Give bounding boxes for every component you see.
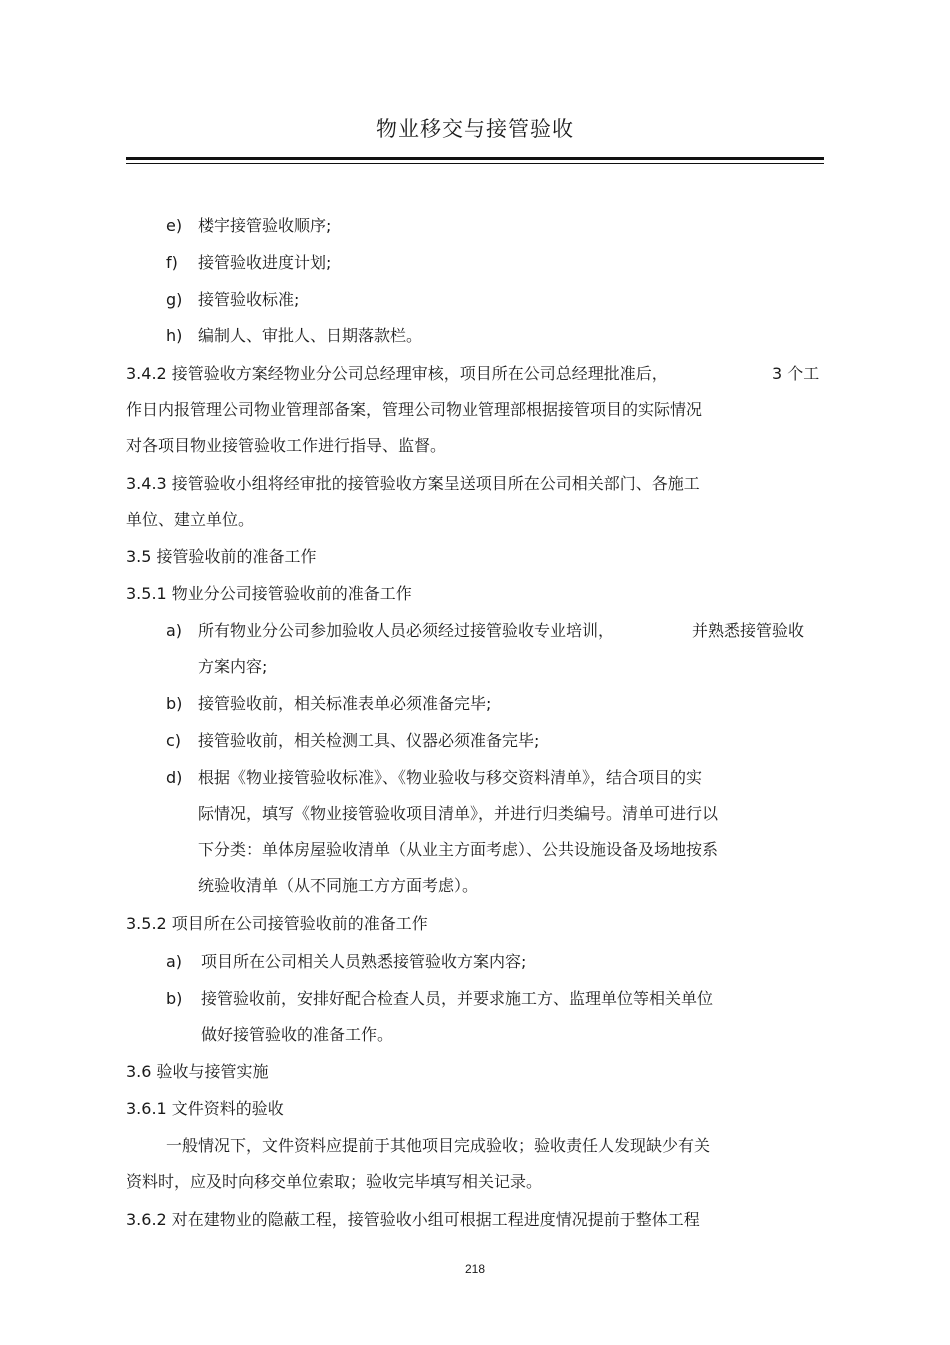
paragraph-line: 单位、建立单位。 — [126, 510, 255, 529]
list-item: 际情况，填写《物业接管验收项目清单》，并进行归类编号。清单可进行以 — [198, 804, 719, 823]
list-marker: d) — [166, 768, 183, 787]
paragraph-line: 3.4.2 接管验收方案经物业分公司总经理审核，项目所在公司总经理批准后， — [126, 364, 668, 383]
section-heading: 3.6.1 文件资料的验收 — [126, 1099, 284, 1118]
list-item: 下分类：单体房屋验收清单（从业主方面考虑）、公共设施设备及场地按系 — [198, 840, 719, 859]
list-marker: b) — [166, 989, 183, 1008]
list-item: 接管验收进度计划; — [198, 253, 332, 272]
list-item: 接管验收标准; — [198, 290, 300, 309]
section-heading: 3.5 接管验收前的准备工作 — [126, 547, 317, 566]
list-marker: f) — [166, 253, 178, 272]
paragraph-line: 对各项目物业接管验收工作进行指导、监督。 — [126, 436, 447, 455]
list-item: 项目所在公司相关人员熟悉接管验收方案内容; — [201, 952, 527, 971]
list-marker: h) — [166, 326, 183, 345]
section-heading: 3.5.2 项目所在公司接管验收前的准备工作 — [126, 914, 428, 933]
list-item: 楼宇接管验收顺序; — [198, 216, 332, 235]
list-marker: a) — [166, 952, 183, 971]
section-heading: 3.5.1 物业分公司接管验收前的准备工作 — [126, 584, 412, 603]
list-item: 所有物业分公司参加验收人员必须经过接管验收专业培训， — [198, 621, 615, 640]
list-item: 接管验收前，安排好配合检查人员，并要求施工方、监理单位等相关单位 — [201, 989, 714, 1008]
paragraph-line: 3.4.3 接管验收小组将经审批的接管验收方案呈送项目所在公司相关部门、各施工 — [126, 474, 700, 493]
list-marker: c) — [166, 731, 182, 750]
paragraph-line: 作日内报管理公司物业管理部备案，管理公司物业管理部根据接管项目的实际情况 — [126, 400, 703, 419]
list-item: 方案内容; — [198, 657, 268, 676]
paragraph-line: 3 个工 — [772, 364, 820, 383]
list-item: 做好接管验收的准备工作。 — [201, 1025, 394, 1044]
list-item: 统验收清单（从不同施工方方面考虑）。 — [198, 876, 479, 895]
header-rule-thin — [126, 163, 824, 164]
header-rule-thick — [126, 157, 824, 160]
list-marker: e) — [166, 216, 183, 235]
paragraph-line: 一般情况下，文件资料应提前于其他项目完成验收；验收责任人发现缺少有关 — [166, 1136, 711, 1155]
page-number: 218 — [464, 1262, 486, 1276]
list-marker: a) — [166, 621, 183, 640]
list-item: 接管验收前，相关检测工具、仪器必须准备完毕; — [198, 731, 540, 750]
list-item: 根据《物业接管验收标准》、《物业验收与移交资料清单》，结合项目的实 — [198, 768, 703, 787]
list-item: 并熟悉接管验收 — [692, 621, 805, 640]
list-item: 编制人、审批人、日期落款栏。 — [198, 326, 423, 345]
list-marker: b) — [166, 694, 183, 713]
paragraph-line: 资料时，应及时向移交单位索取；验收完毕填写相关记录。 — [126, 1172, 543, 1191]
list-marker: g) — [166, 290, 183, 309]
list-item: 接管验收前，相关标准表单必须准备完毕; — [198, 694, 492, 713]
paragraph-line: 3.6.2 对在建物业的隐蔽工程，接管验收小组可根据工程进度情况提前于整体工程 — [126, 1210, 700, 1229]
section-heading: 3.6 验收与接管实施 — [126, 1062, 269, 1081]
page-title: 物业移交与接管验收 — [376, 117, 574, 141]
